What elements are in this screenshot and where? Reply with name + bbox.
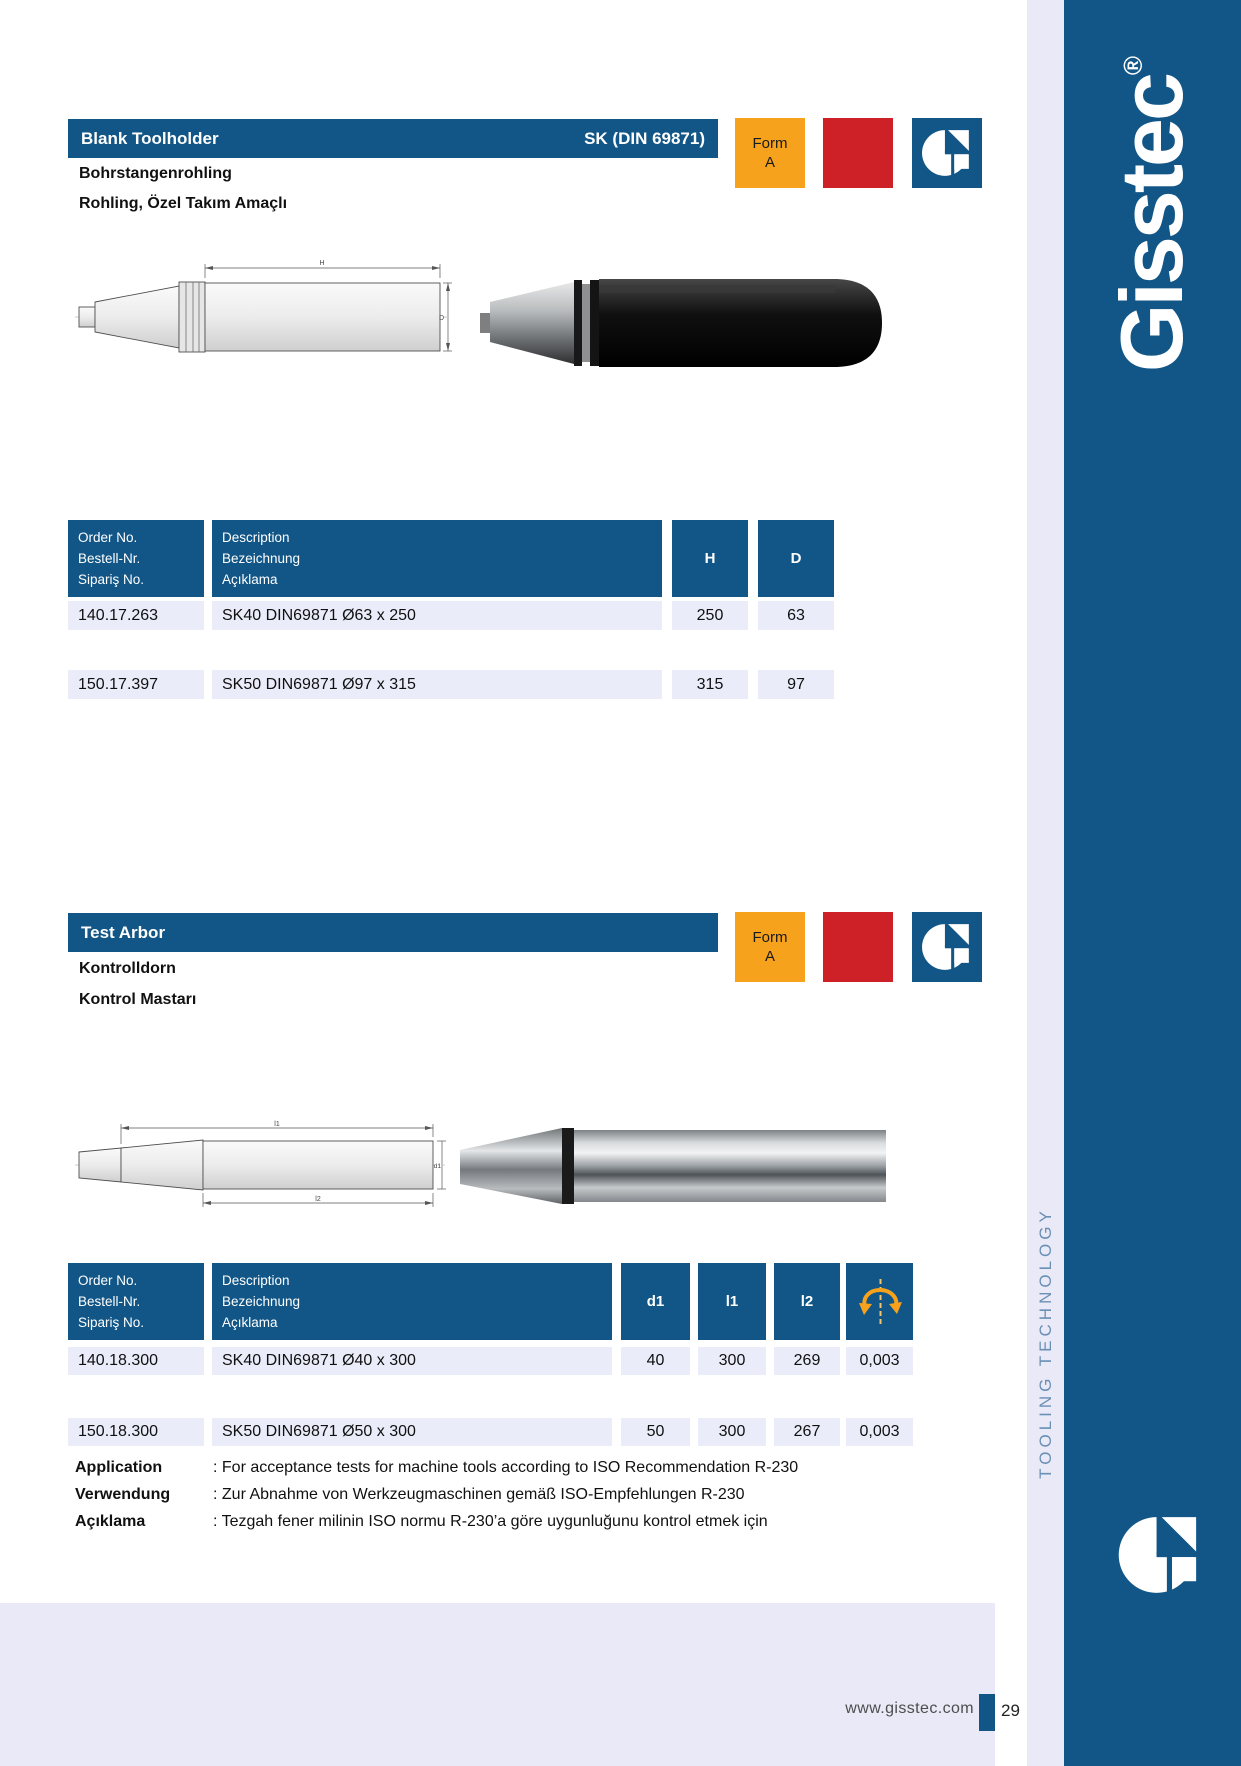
cell-H: 250: [672, 601, 748, 630]
cell-l1: 300: [698, 1418, 766, 1446]
section1-title: Blank Toolholder: [81, 128, 219, 148]
col-header-description: [212, 1263, 612, 1340]
col-header-l2: l2: [774, 1263, 840, 1340]
section1-header-bar: [68, 119, 718, 158]
cell-d1: 50: [621, 1418, 690, 1446]
cell-D: 63: [758, 601, 834, 630]
test-arbor-drawing: [75, 1120, 450, 1210]
header-line: Açıklama: [222, 571, 278, 587]
red-color-square: [823, 118, 893, 188]
brand-logo-text: [1064, 28, 1241, 400]
col-header-runout: [846, 1263, 913, 1340]
col-header-H: H: [672, 520, 748, 597]
cell-l2: 269: [774, 1347, 840, 1375]
section2-header-bar: [68, 913, 718, 952]
toolholder-photo: [478, 276, 892, 370]
col-header-d1: d1: [621, 1263, 690, 1340]
footer-panel: [0, 1603, 995, 1766]
dim-top-label: H: [319, 260, 325, 267]
gisstec-logo-icon: [921, 127, 973, 179]
registered-mark: ®: [1118, 55, 1149, 76]
aciklama-text: : Tezgah fener milinin ISO normu R-230’a göre uygunluğunu kontrol etmek için: [213, 1513, 768, 1530]
header-line: Bezeichnung: [222, 1293, 301, 1309]
section2-subtitle-tr: Kontrol Mastarı: [79, 991, 197, 1008]
cell-description: SK40 DIN69871 Ø40 x 300: [212, 1347, 612, 1375]
concentricity-runout-icon: [856, 1278, 904, 1326]
verwendung-label: Verwendung: [75, 1486, 171, 1503]
logo-square: [912, 118, 982, 188]
section1-subtitle-de: Bohrstangenrohling: [79, 165, 232, 182]
page-number: 29: [1001, 1701, 1020, 1720]
header-line: Sipariş No.: [78, 571, 145, 587]
form-badge-line1: Form: [752, 134, 788, 152]
section1-subtitle-tr: Rohling, Özel Takım Amaçlı: [79, 195, 288, 212]
cell-order-no: 150.18.300: [68, 1418, 204, 1446]
header-line: Description: [222, 1273, 290, 1288]
header-line: Description: [222, 530, 290, 545]
cell-l2: 267: [774, 1418, 840, 1446]
application-label: Application: [75, 1459, 163, 1476]
cell-runout: 0,003: [846, 1418, 913, 1446]
cell-D: 97: [758, 670, 834, 699]
header-line: Order No.: [78, 1273, 138, 1288]
form-badge-line1: Form: [752, 928, 788, 946]
dim-bottom-label: l2: [315, 1196, 321, 1203]
section2-title: Test Arbor: [81, 922, 166, 942]
website-link[interactable]: www.gisstec.com: [845, 1700, 974, 1717]
header-line: Açıklama: [222, 1314, 278, 1330]
form-a-badge: [735, 118, 805, 188]
col-header-description: [212, 520, 662, 597]
page-number-tab: [979, 1694, 995, 1731]
dim-right-label: D: [438, 315, 444, 322]
form-badge-line2: A: [764, 154, 775, 171]
toolholder-drawing: [75, 256, 453, 378]
aciklama-label: Açıklama: [75, 1513, 146, 1530]
cell-d1: 40: [621, 1347, 690, 1375]
cell-description: SK50 DIN69871 Ø97 x 315: [212, 670, 662, 699]
cell-order-no: 140.17.263: [68, 601, 204, 630]
cell-H: 315: [672, 670, 748, 699]
brand-wordmark: [1102, 56, 1204, 372]
col-header-order: [68, 1263, 204, 1340]
application-text: : For acceptance tests for machine tools according to ISO Recommendation R-230: [213, 1459, 799, 1476]
gisstec-logo-icon: [921, 921, 973, 973]
verwendung-text: : Zur Abnahme von Werkzeugmaschinen gemäß ISO-Empfehlungen R-230: [213, 1486, 745, 1503]
cell-l1: 300: [698, 1347, 766, 1375]
tagline-text: TOOLING TECHNOLOGY: [1035, 1207, 1055, 1479]
col-header-l1: l1: [698, 1263, 766, 1340]
header-line: Sipariş No.: [78, 1314, 145, 1330]
cell-order-no: 150.17.397: [68, 670, 204, 699]
section1-standard: SK (DIN 69871): [584, 128, 705, 148]
gisstec-logo-icon: [1117, 1512, 1203, 1598]
header-line: Bestell-Nr.: [78, 1293, 141, 1309]
cell-description: SK40 DIN69871 Ø63 x 250: [212, 601, 662, 630]
brand-name: Gisstec: [1102, 75, 1202, 373]
header-line: Order No.: [78, 530, 138, 545]
cell-order-no: 140.18.300: [68, 1347, 204, 1375]
header-line: Bezeichnung: [222, 550, 301, 566]
cell-runout: 0,003: [846, 1347, 913, 1375]
dim-top-label: l1: [274, 1121, 280, 1128]
tagline-vertical: [1027, 1163, 1064, 1523]
form-badge-line2: A: [764, 948, 775, 965]
cell-description: SK50 DIN69871 Ø50 x 300: [212, 1418, 612, 1446]
form-a-badge: [735, 912, 805, 982]
logo-square: [912, 912, 982, 982]
test-arbor-photo: [458, 1126, 886, 1206]
col-header-D: D: [758, 520, 834, 597]
col-header-order: [68, 520, 204, 597]
header-line: Bestell-Nr.: [78, 550, 141, 566]
section2-subtitle-de: Kontrolldorn: [79, 960, 176, 977]
dim-right-label: d1: [433, 1163, 441, 1170]
red-color-square: [823, 912, 893, 982]
